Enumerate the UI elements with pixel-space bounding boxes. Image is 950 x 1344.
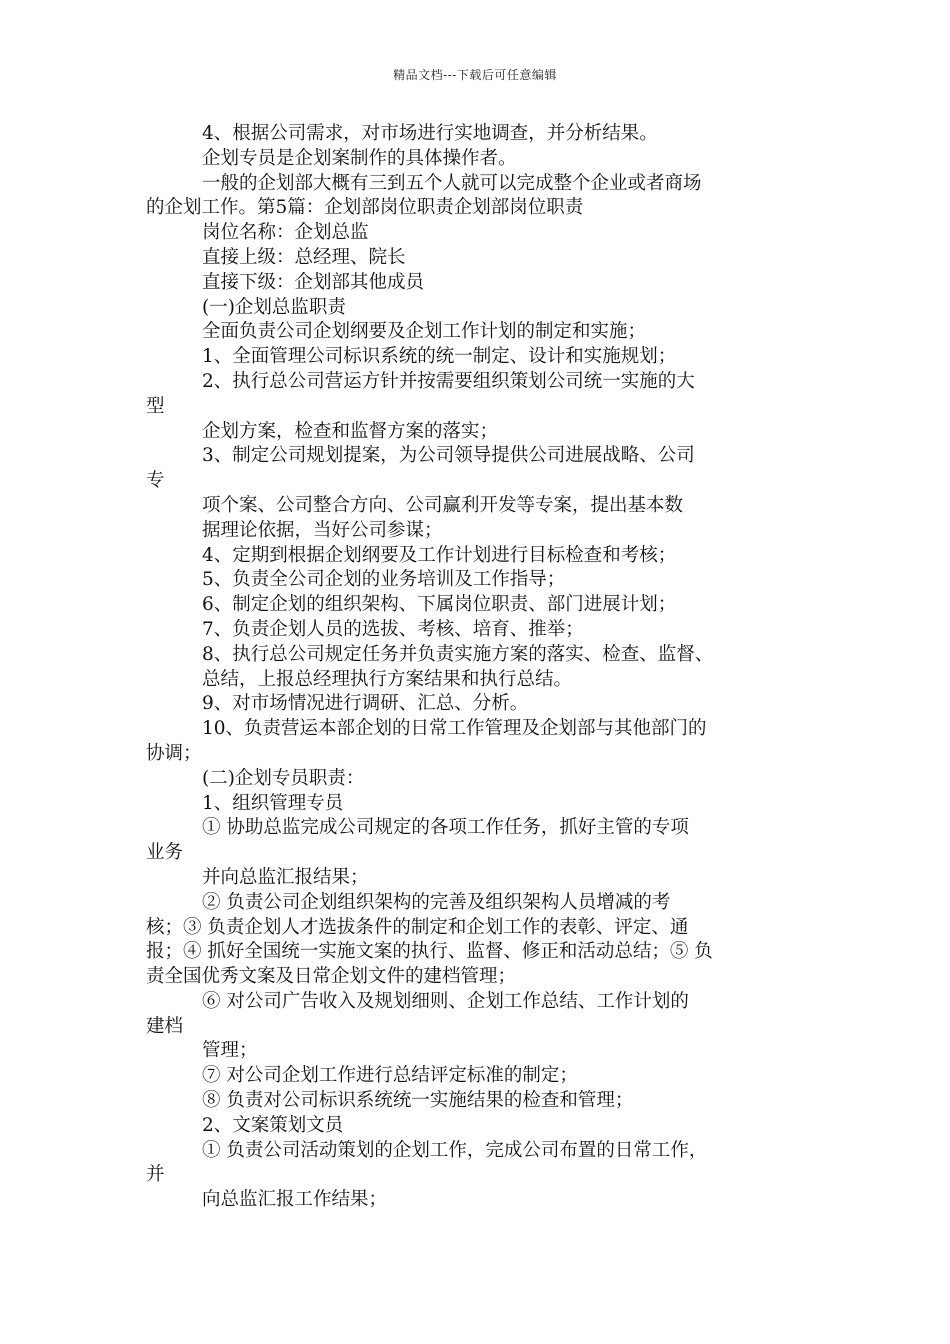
- text-line: 全面负责公司企划纲要及企划工作计划的制定和实施；: [202, 321, 647, 343]
- text-line: 核；③ 负责企划人才选拔条件的制定和企划工作的表彰、评定、通: [146, 916, 689, 938]
- text-line: ① 负责公司活动策划的企划工作，完成公司布置的日常工作，: [202, 1139, 708, 1161]
- text-line: 企划专员是企划案制作的具体操作者。: [202, 147, 517, 169]
- text-line: 协调；: [146, 742, 202, 764]
- text-line: ⑧ 负责对公司标识系统统一实施结果的检查和管理；: [202, 1090, 634, 1112]
- text-line: ⑥ 对公司广告收入及规划细则、企划工作总结、工作计划的: [202, 990, 689, 1012]
- text-line: 专: [146, 470, 165, 492]
- text-line: 项个案、公司整合方向、公司赢利开发等专案，提出基本数: [202, 494, 684, 516]
- text-line: ⑦ 对公司企划工作进行总结评定标准的制定；: [202, 1065, 578, 1087]
- text-line: ② 负责公司企划组织架构的完善及组织架构人员增减的考: [202, 891, 671, 913]
- text-line: 9、对市场情况进行调研、汇总、分析。: [202, 693, 529, 715]
- text-line: (二)企划专员职责：: [202, 767, 365, 789]
- text-line: 4、定期到根据企划纲要及工作计划进行目标检查和考核；: [202, 544, 677, 566]
- text-line: 2、文案策划文员: [202, 1114, 344, 1136]
- text-line: 岗位名称：企划总监: [202, 222, 369, 244]
- text-line: 1、组织管理专员: [202, 792, 344, 814]
- text-line: 6、制定企划的组织架构、下属岗位职责、部门进展计划；: [202, 594, 677, 616]
- text-line: 并: [146, 1164, 165, 1186]
- text-line: 向总监汇报工作结果；: [202, 1189, 388, 1211]
- text-line: 10、负责营运本部企划的日常工作管理及企划部与其他部门的: [202, 718, 707, 740]
- text-line: 型: [146, 395, 165, 417]
- text-line: 5、负责全公司企划的业务培训及工作指导；: [202, 569, 566, 591]
- text-line: 直接上级：总经理、院长: [202, 246, 406, 268]
- text-line: 责全国优秀文案及日常企划文件的建档管理；: [146, 966, 517, 988]
- text-line: 3、制定公司规划提案，为公司领导提供公司进展战略、公司: [202, 445, 695, 467]
- text-line: 并向总监汇报结果；: [202, 866, 369, 888]
- text-line: 8、执行总公司规定任务并负责实施方案的落实、检查、监督、: [202, 643, 714, 665]
- text-line: 1、全面管理公司标识系统的统一制定、设计和实施规划；: [202, 346, 677, 368]
- text-line: 一般的企划部大概有三到五个人就可以完成整个企业或者商场: [202, 172, 702, 194]
- text-line: 据理论依据，当好公司参谋；: [202, 519, 443, 541]
- page-header: 精品文档---下载后可任意编辑: [393, 68, 557, 82]
- text-line: (一)企划总监职责: [202, 296, 346, 318]
- text-line: 4、根据公司需求，对市场进行实地调查，并分析结果。: [202, 123, 658, 144]
- text-line: 企划方案，检查和监督方案的落实；: [202, 420, 499, 442]
- text-line: 的企划工作。第5篇：企划部岗位职责企划部岗位职责: [146, 197, 584, 219]
- text-line: 业务: [146, 842, 184, 864]
- text-line: 直接下级：企划部其他成员: [202, 271, 425, 293]
- text-line: 报；④ 抓好全国统一实施文案的执行、监督、修正和活动总结；⑤ 负: [146, 941, 713, 963]
- text-line: 建档: [146, 1015, 184, 1037]
- document-body: [146, 122, 811, 1213]
- text-line: 管理；: [202, 1040, 258, 1062]
- text-line: 2、执行总公司营运方针并按需要组织策划公司统一实施的大: [202, 370, 695, 392]
- text-line: 总结，上报总经理执行方案结果和执行总结。: [202, 668, 573, 690]
- text-line: ① 协助总监完成公司规定的各项工作任务，抓好主管的专项: [202, 817, 689, 839]
- text-line: 7、负责企划人员的选拔、考核、培育、推举；: [202, 618, 584, 640]
